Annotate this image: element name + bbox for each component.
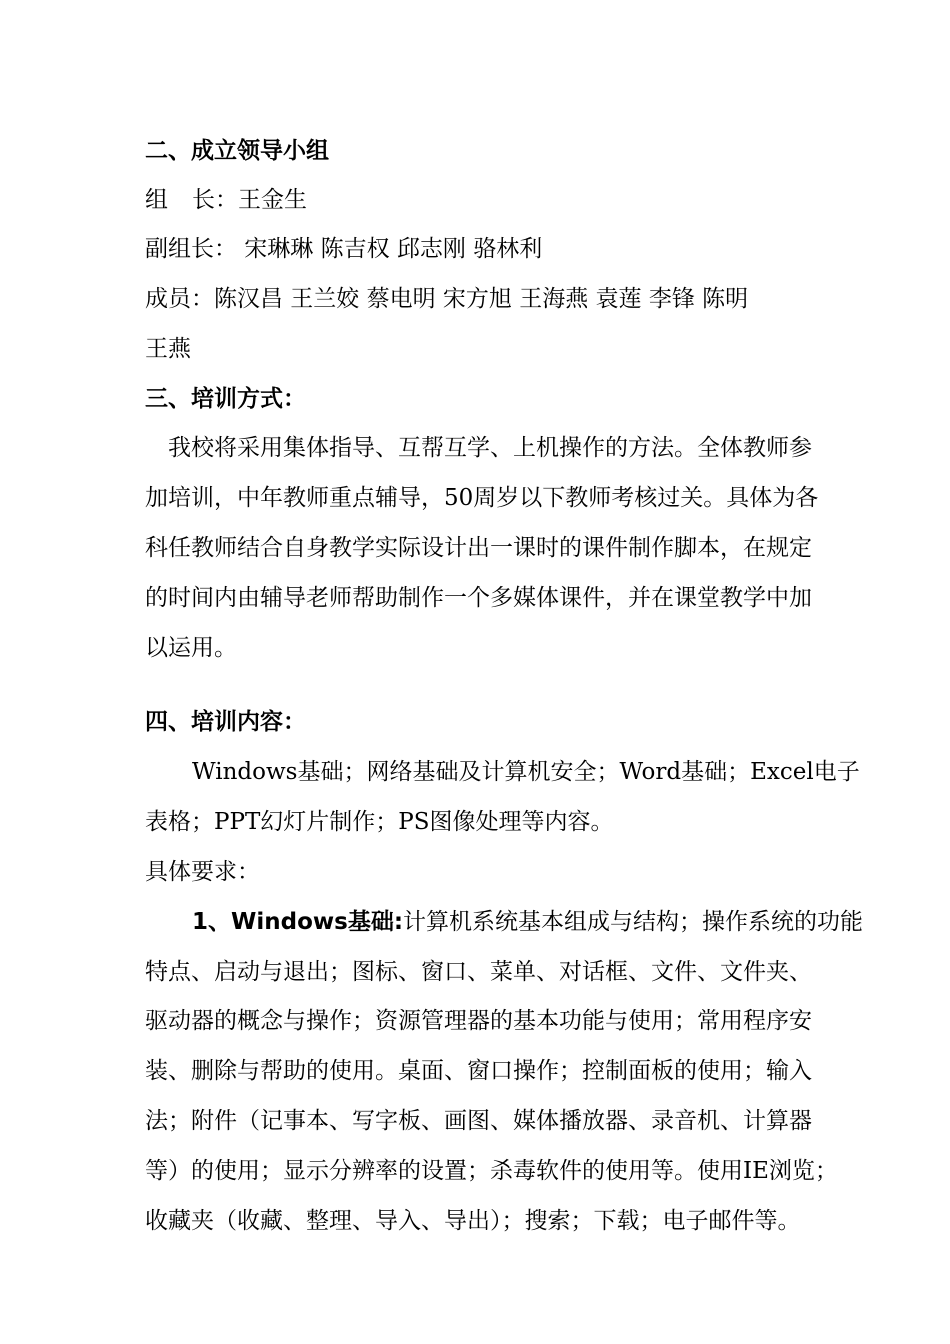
leader-label: 组: [145, 187, 168, 213]
leader-value: 长：王金生: [192, 187, 307, 213]
item1-line: 装、删除与帮助的使用。桌面、窗口操作；控制面板的使用；输入: [145, 1058, 812, 1084]
item1-line: 驱动器的概念与操作；资源管理器的基本功能与使用；常用程序安: [145, 1008, 812, 1034]
members-line-1: 成员：陈汉昌 王兰姣 蔡电明 宋方旭 王海燕 袁莲 李锋 陈明: [145, 286, 749, 312]
section4-content-line: Windows基础；网络基础及计算机安全；Word基础；Excel电子: [192, 759, 860, 785]
item1-first-line: [192, 907, 863, 937]
item1-line: 特点、启动与退出；图标、窗口、菜单、对话框、文件、文件夹、: [145, 959, 812, 985]
section2-heading: 二、成立领导小组: [145, 138, 329, 164]
section3-heading: 三、培训方式：: [145, 386, 306, 412]
requirements-label: 具体要求：: [145, 859, 260, 885]
leader-line: [145, 185, 307, 215]
deputy-line: 副组长： 宋琳琳 陈吉权 邱志刚 骆林利: [145, 236, 543, 262]
section4-heading: 四、培训内容：: [145, 709, 306, 735]
item1-line: 法；附件（记事本、写字板、画图、媒体播放器、录音机、计算器: [145, 1108, 812, 1134]
section3-paragraph-line: 我校将采用集体指导、互帮互学、上机操作的方法。全体教师参: [168, 435, 812, 461]
section3-paragraph-line: 加培训，中年教师重点辅导，50周岁以下教师考核过关。具体为各: [145, 485, 819, 511]
section3-paragraph-line: 科任教师结合自身教学实际设计出一课时的课件制作脚本，在规定: [145, 535, 812, 561]
item1-line: 收藏夹（收藏、整理、导入、导出）；搜索；下载；电子邮件等。: [145, 1208, 801, 1234]
section3-paragraph-line: 以运用。: [145, 635, 237, 661]
section4-content-line: 表格；PPT幻灯片制作；PS图像处理等内容。: [145, 809, 614, 835]
section3-paragraph-line: 的时间内由辅导老师帮助制作一个多媒体课件，并在课堂教学中加: [145, 585, 812, 611]
item1-title: 1、Windows基础:: [192, 909, 404, 935]
members-line-2: 王燕: [145, 336, 191, 362]
item1-first-text: 计算机系统基本组成与结构；操作系统的功能: [403, 909, 864, 935]
item1-line: 等）的使用；显示分辨率的设置；杀毒软件的使用等。使用IE浏览；: [145, 1158, 838, 1184]
